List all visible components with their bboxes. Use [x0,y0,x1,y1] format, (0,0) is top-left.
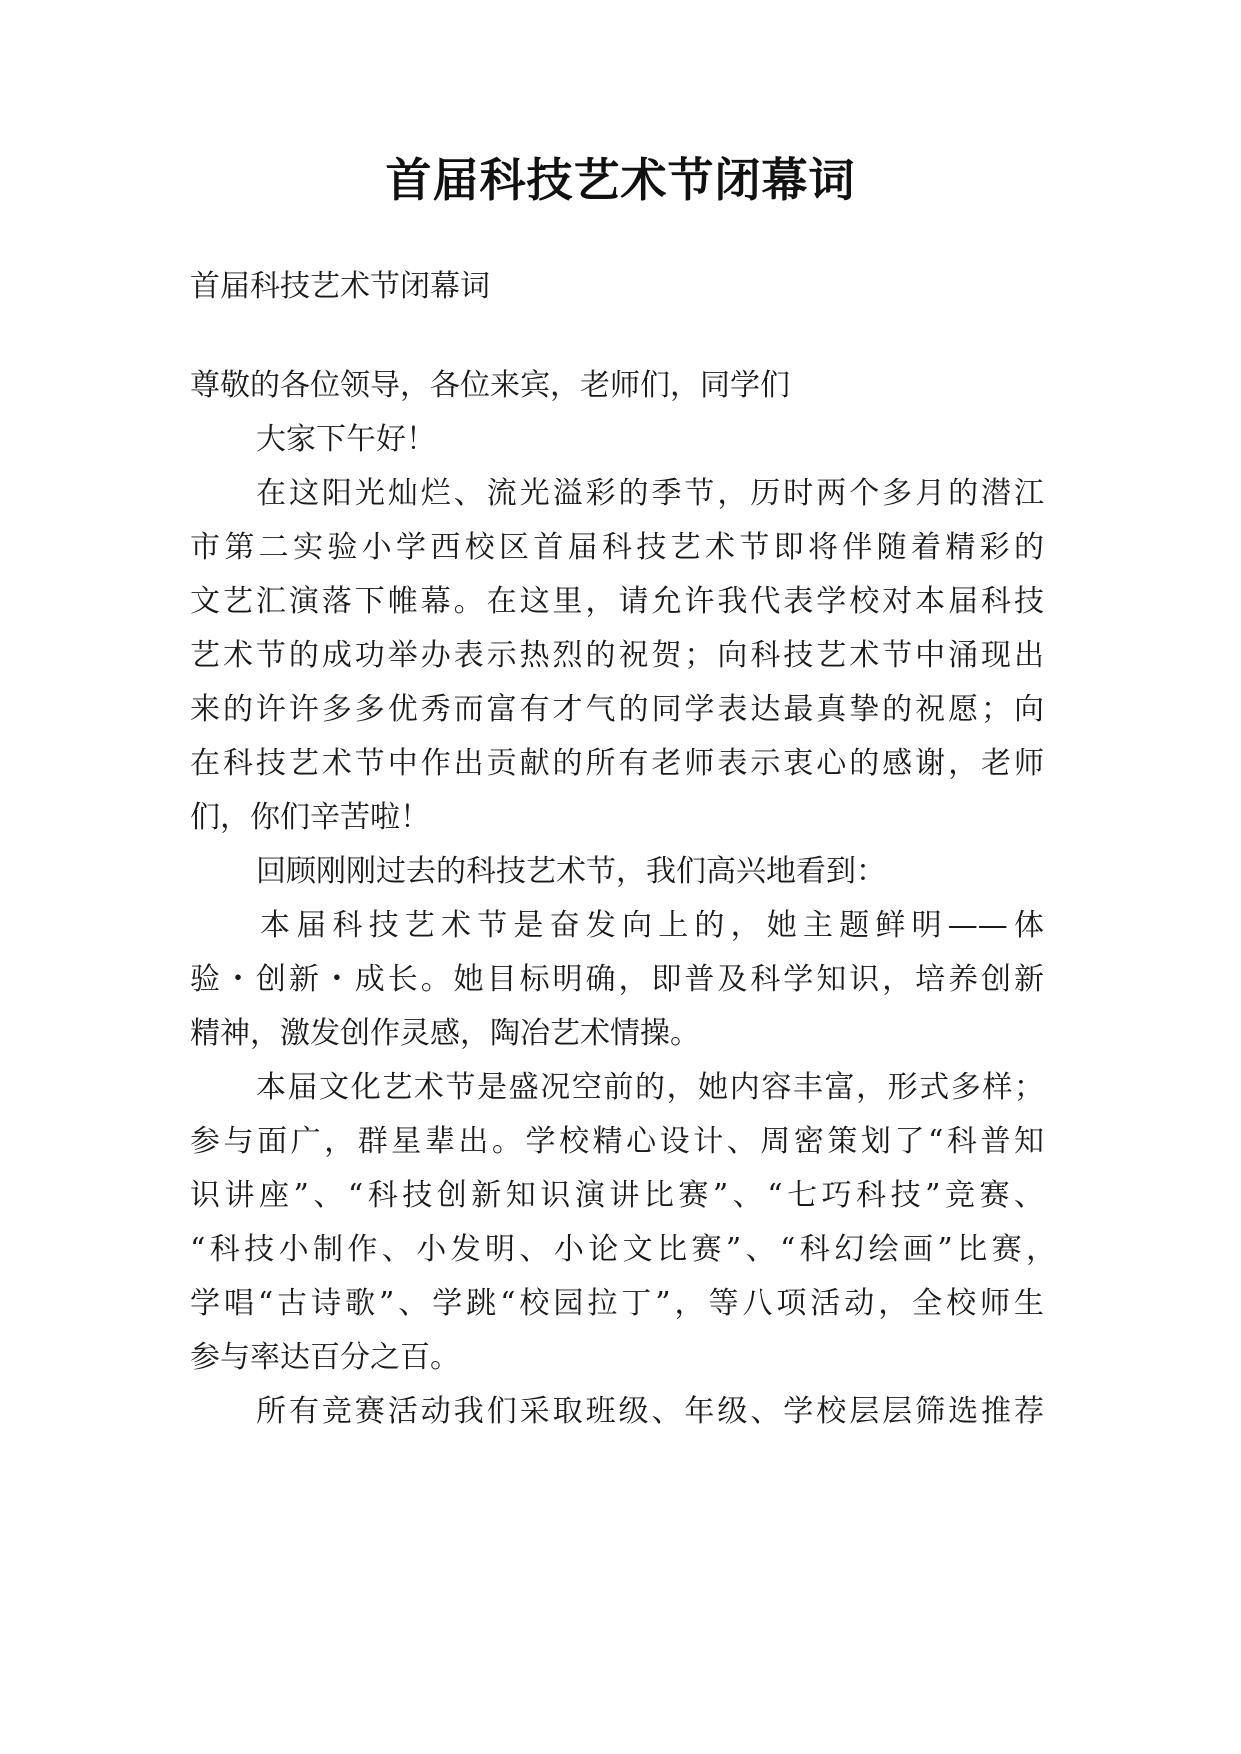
salutation-line: 尊敬的各位领导，各位来宾，老师们，同学们 [190,368,790,403]
paragraph-line: 所有竞赛活动我们采取班级、年级、学校层层筛选推荐 [256,1394,1044,1429]
paragraph-line: 市第二实验小学西校区首届科技艺术节即将伴随着精彩的 [190,530,1044,565]
paragraph-line: 学唱“古诗歌”、学跳“校园拉丁”，等八项活动，全校师生 [190,1286,1044,1321]
paragraph-line: 验・创新・成长。她目标明确，即普及科学知识，培养创新 [190,962,1044,997]
paragraph-line: 在科技艺术节中作出贡献的所有老师表示衷心的感谢，老师 [190,746,1044,781]
paragraph-line: 来的许许多多优秀而富有才气的同学表达最真挚的祝愿；向 [190,692,1044,727]
paragraph-line: 本届科技艺术节是奋发向上的，她主题鲜明——体 [260,908,1044,943]
document-subtitle: 首届科技艺术节闭幕词 [190,269,490,304]
paragraph-line: 文艺汇演落下帷幕。在这里，请允许我代表学校对本届科技 [190,584,1044,619]
paragraph-line: 艺术节的成功举办表示热烈的祝贺；向科技艺术节中涌现出 [190,638,1044,673]
paragraph-line: 本届文化艺术节是盛况空前的，她内容丰富，形式多样； [256,1070,1044,1105]
paragraph-line: 们，你们辛苦啦！ [190,800,430,835]
paragraph-line: 在这阳光灿烂、流光溢彩的季节，历时两个多月的潜江 [256,476,1044,511]
paragraph-line: 参与率达百分之百。 [190,1340,460,1375]
paragraph-line: “科技小制作、小发明、小论文比赛”、“科幻绘画”比赛， [190,1232,1056,1267]
greeting-line: 大家下午好！ [256,422,436,457]
paragraph-line: 回顾刚刚过去的科技艺术节，我们高兴地看到： [256,854,886,889]
paragraph-line: 识讲座”、“科技创新知识演讲比赛”、“七巧科技”竞赛、 [190,1178,1044,1213]
paragraph-line: 参与面广，群星辈出。学校精心设计、周密策划了“科普知 [190,1124,1044,1159]
paragraph-line: 精神，激发创作灵感，陶冶艺术情操。 [190,1016,700,1051]
document-title: 首届科技艺术节闭幕词 [385,153,856,207]
